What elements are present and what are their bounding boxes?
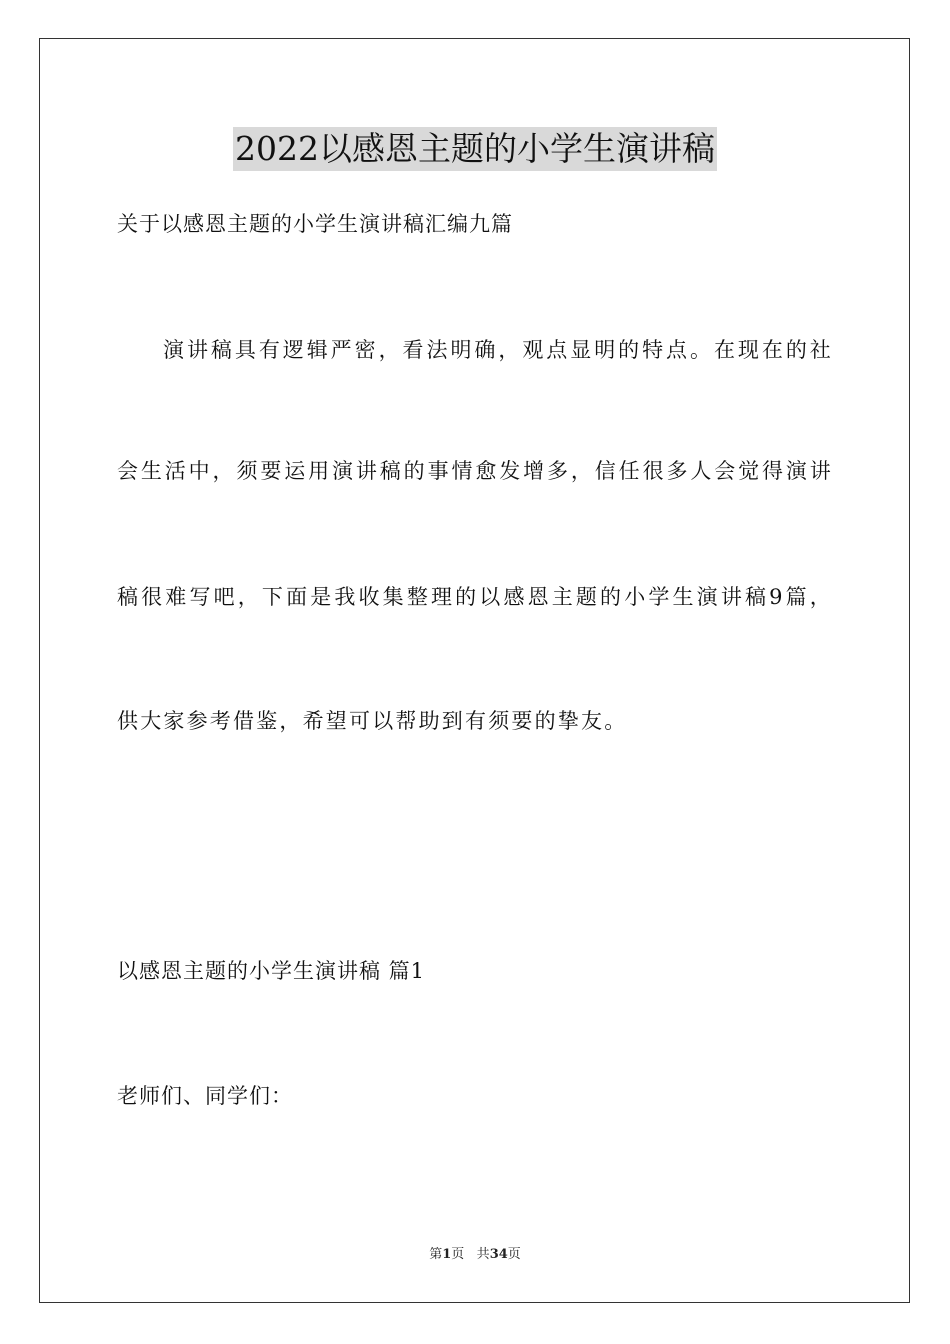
greeting: 老师们、同学们： [117, 1084, 293, 1108]
intro-line-3: 稿很难写吧，下面是我收集整理的以感恩主题的小学生演讲稿9篇， [117, 585, 833, 609]
footer-page-number: 1 [442, 1247, 452, 1262]
page-footer [0, 1246, 950, 1264]
document-subtitle: 关于以感恩主题的小学生演讲稿汇编九篇 [117, 212, 513, 236]
document-title: 2022以感恩主题的小学生演讲稿 [233, 127, 717, 171]
footer-page-suffix: 页 [451, 1247, 465, 1262]
title-container [0, 127, 950, 171]
intro-line-4: 供大家参考借鉴，希望可以帮助到有须要的挚友。 [117, 709, 628, 733]
intro-line-1: 演讲稿具有逻辑严密，看法明确，观点显明的特点。在现在的社 [163, 338, 833, 362]
footer-total-prefix: 共 [476, 1247, 490, 1262]
footer-page-prefix: 第 [429, 1247, 443, 1262]
intro-line-2: 会生活中，须要运用演讲稿的事情愈发增多，信任很多人会觉得演讲 [117, 459, 833, 483]
section-heading: 以感恩主题的小学生演讲稿 篇1 [117, 959, 426, 983]
footer-total-suffix: 页 [507, 1247, 521, 1262]
footer-total-pages: 34 [489, 1247, 508, 1262]
